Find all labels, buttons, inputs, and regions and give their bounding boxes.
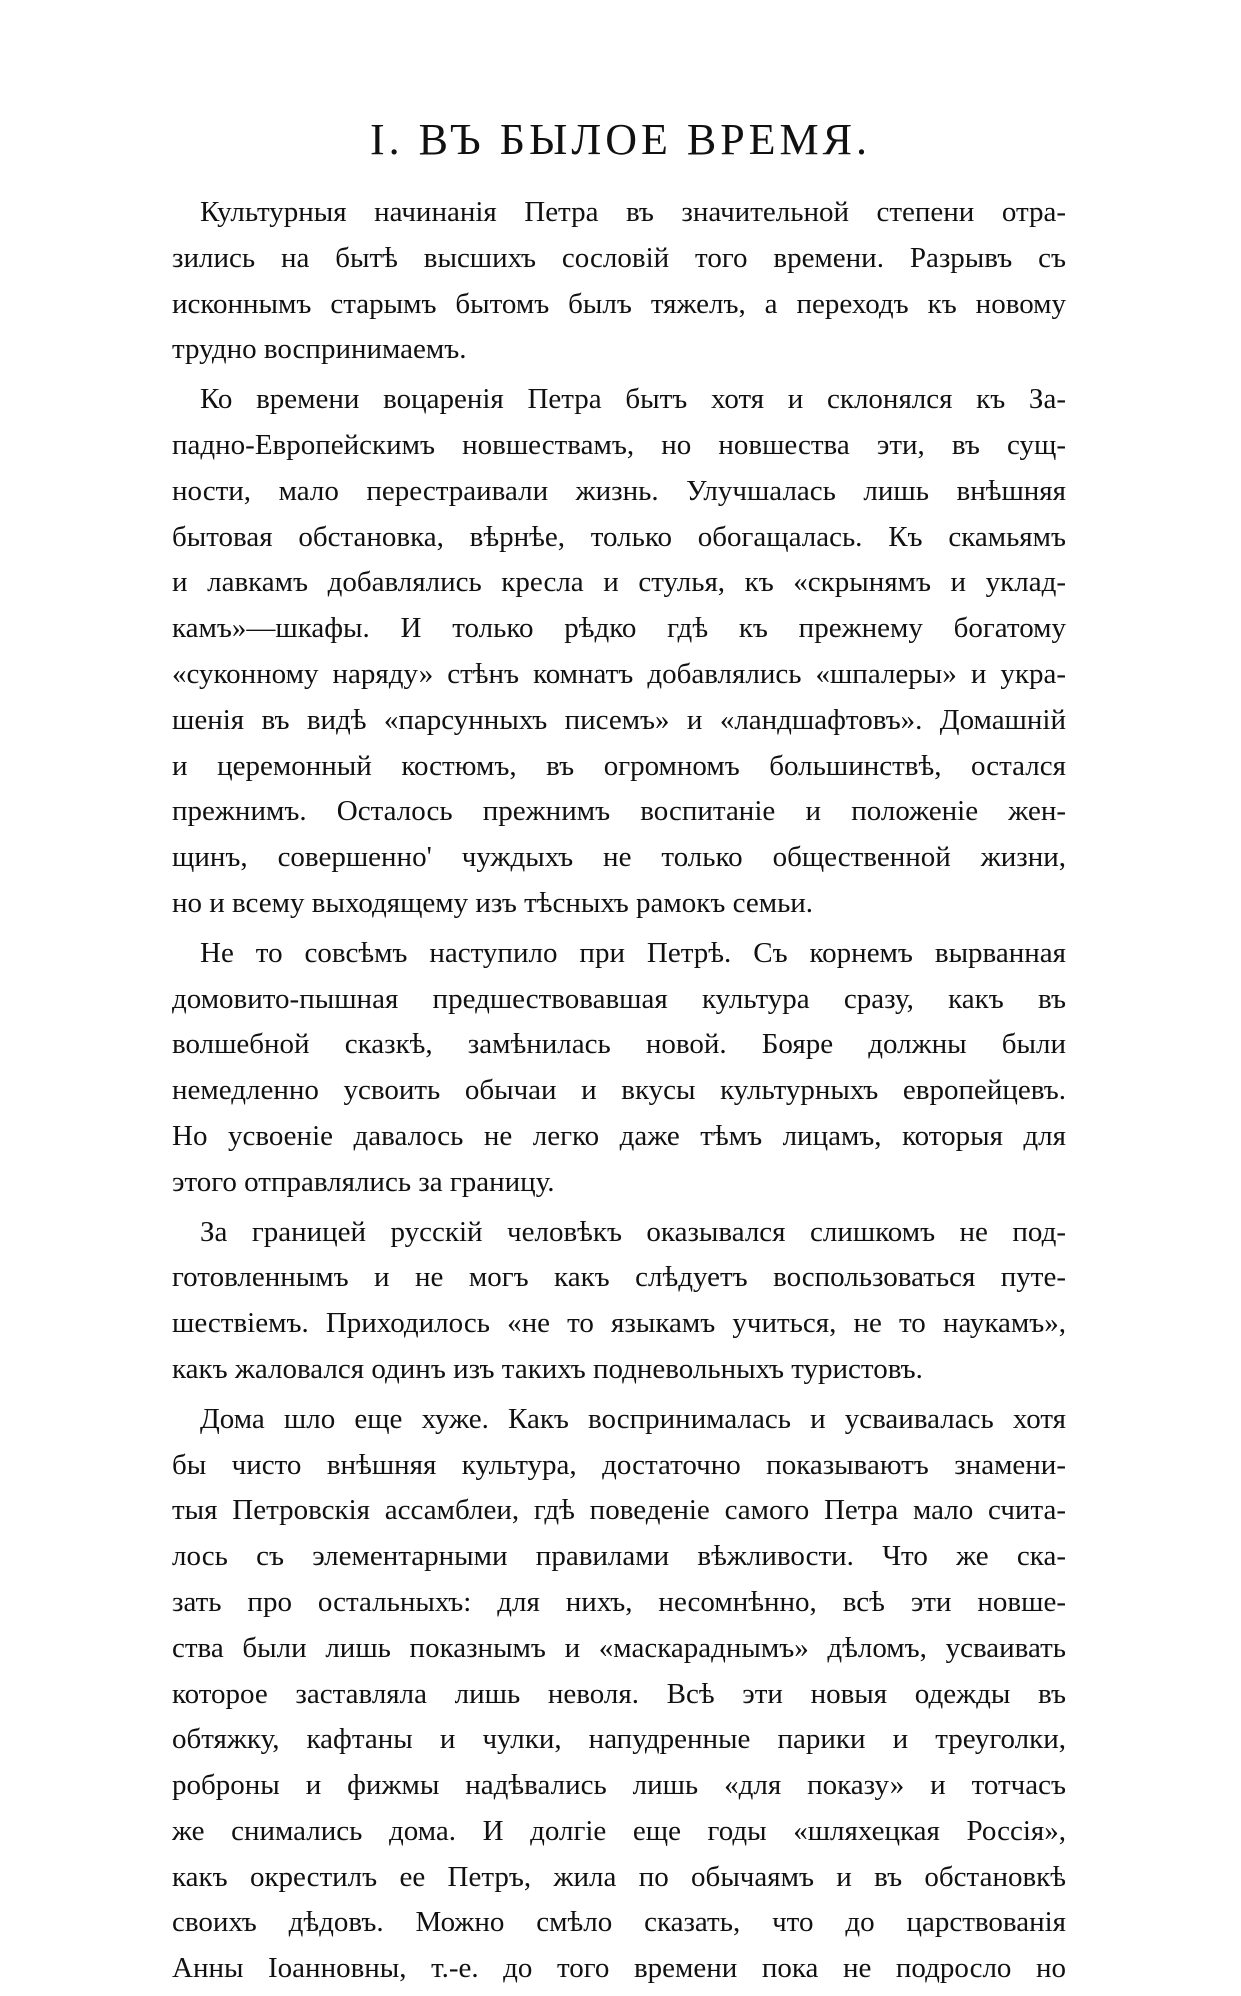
- text-line: готовленнымъ и не могъ какъ слѣдуетъ воспользоваться путе-: [172, 1261, 1066, 1294]
- text-line: прежнимъ. Осталось прежнимъ воспитаніе и положеніе жен-: [172, 795, 1066, 828]
- paragraph: [172, 377, 1066, 927]
- text-line: Ко времени воцаренія Петра бытъ хотя и склонялся къ За-: [200, 383, 1066, 416]
- text-line: трудно воспринимаемъ.: [172, 333, 467, 366]
- text-line: За границей русскій человѣкъ оказывался слишкомъ не под-: [200, 1215, 1066, 1248]
- text-line: Дома шло еще хуже. Какъ воспринималась и усваивалась хотя: [200, 1402, 1066, 1435]
- text-line: ности, мало перестраивали жизнь. Улучшалась лишь внѣшняя: [172, 474, 1066, 507]
- text-line: «суконному наряду» стѣнъ комнатъ добавлялись «шпалеры» и укра-: [172, 657, 1066, 690]
- text-line: шествіемъ. Приходилось «не то языкамъ учиться, не то наукамъ»,: [172, 1307, 1066, 1340]
- text-line: бытовая обстановка, вѣрнѣе, только обогащалась. Къ скамьямъ: [172, 520, 1066, 553]
- text-line: немедленно усвоить обычаи и вкусы культурныхъ европейцевъ.: [172, 1074, 1066, 1107]
- text-line: тыя Петровскія ассамблеи, гдѣ поведеніе самого Петра мало счита-: [172, 1494, 1066, 1527]
- paragraph: [172, 1397, 1066, 1992]
- text-line: обтяжку, кафтаны и чулки, напудренные парики и треуголки,: [172, 1723, 1066, 1756]
- text-line: щинъ, совершенно' чуждыхъ не только общественной жизни,: [172, 841, 1066, 874]
- paragraph: [172, 931, 1066, 1206]
- paragraph: [172, 1210, 1066, 1393]
- text-line: шенія въ видѣ «парсунныхъ писемъ» и «ландшафтовъ». Домашній: [172, 703, 1066, 736]
- text-line: Культурныя начинанія Петра въ значительной степени отра-: [200, 196, 1066, 228]
- text-line: зились на бытѣ высшихъ сословій того времени. Разрывъ съ: [172, 241, 1066, 274]
- text-line: и церемонный костюмъ, въ огромномъ большинствѣ, остался: [172, 749, 1066, 782]
- text-line: какъ окрестилъ ее Петръ, жила по обычаямъ и въ обстановкѣ: [172, 1860, 1066, 1893]
- text-line: лось съ элементарными правилами вѣжливости. Что же ска-: [172, 1540, 1066, 1573]
- text-line: Не то совсѣмъ наступило при Петрѣ. Съ корнемъ вырванная: [200, 936, 1066, 969]
- text-line: же снимались дома. И долгіе еще годы «шляхецкая Россія»,: [172, 1814, 1066, 1847]
- text-line: роброны и фижмы надѣвались лишь «для показу» и тотчасъ: [172, 1769, 1066, 1802]
- text-line: своихъ дѣдовъ. Можно смѣло сказать, что до царствованія: [172, 1906, 1066, 1939]
- paragraph: [172, 190, 1066, 373]
- text-line: ства были лишь показнымъ и «маскараднымъ» дѣломъ, усваивать: [172, 1631, 1066, 1664]
- text-line: камъ»—шкафы. И только рѣдко гдѣ къ прежнему богатому: [172, 612, 1066, 645]
- text-line: Но усвоеніе давалось не легко даже тѣмъ лицамъ, которыя для: [172, 1119, 1066, 1152]
- chapter-title: I. ВЪ БЫЛОЕ ВРЕМЯ.: [369, 115, 872, 164]
- text-line: домовито-пышная предшествовавшая культура сразу, какъ въ: [172, 982, 1066, 1015]
- text-line: исконнымъ старымъ бытомъ былъ тяжелъ, а переходъ къ новому: [172, 287, 1066, 320]
- text-line: которое заставляла лишь неволя. Всѣ эти новыя одежды въ: [172, 1677, 1066, 1710]
- body-text: [172, 190, 1066, 1996]
- text-line: но и всему выходящему изъ тѣсныхъ рамокъ семьи.: [172, 886, 814, 919]
- text-line: падно-Европейскимъ новшествамъ, но новшества эти, въ сущ-: [172, 428, 1066, 461]
- text-line: этого отправлялись за границу.: [172, 1165, 555, 1198]
- text-line: Анны Іоанновны, т.-е. до того времени пока не подросло но: [172, 1952, 1066, 1985]
- text-line: волшебной сказкѣ, замѣнилась новой. Бояре должны были: [172, 1028, 1066, 1061]
- text-line: зать про остальныхъ: для нихъ, несомнѣнно, всѣ эти новше-: [172, 1585, 1066, 1618]
- text-line: какъ жаловался одинъ изъ такихъ подневольныхъ туристовъ.: [172, 1352, 923, 1385]
- text-line: бы чисто внѣшняя культура, достаточно показываютъ знамени-: [172, 1448, 1066, 1481]
- text-line: и лавкамъ добавлялись кресла и стулья, къ «скрынямъ и уклад-: [172, 566, 1066, 599]
